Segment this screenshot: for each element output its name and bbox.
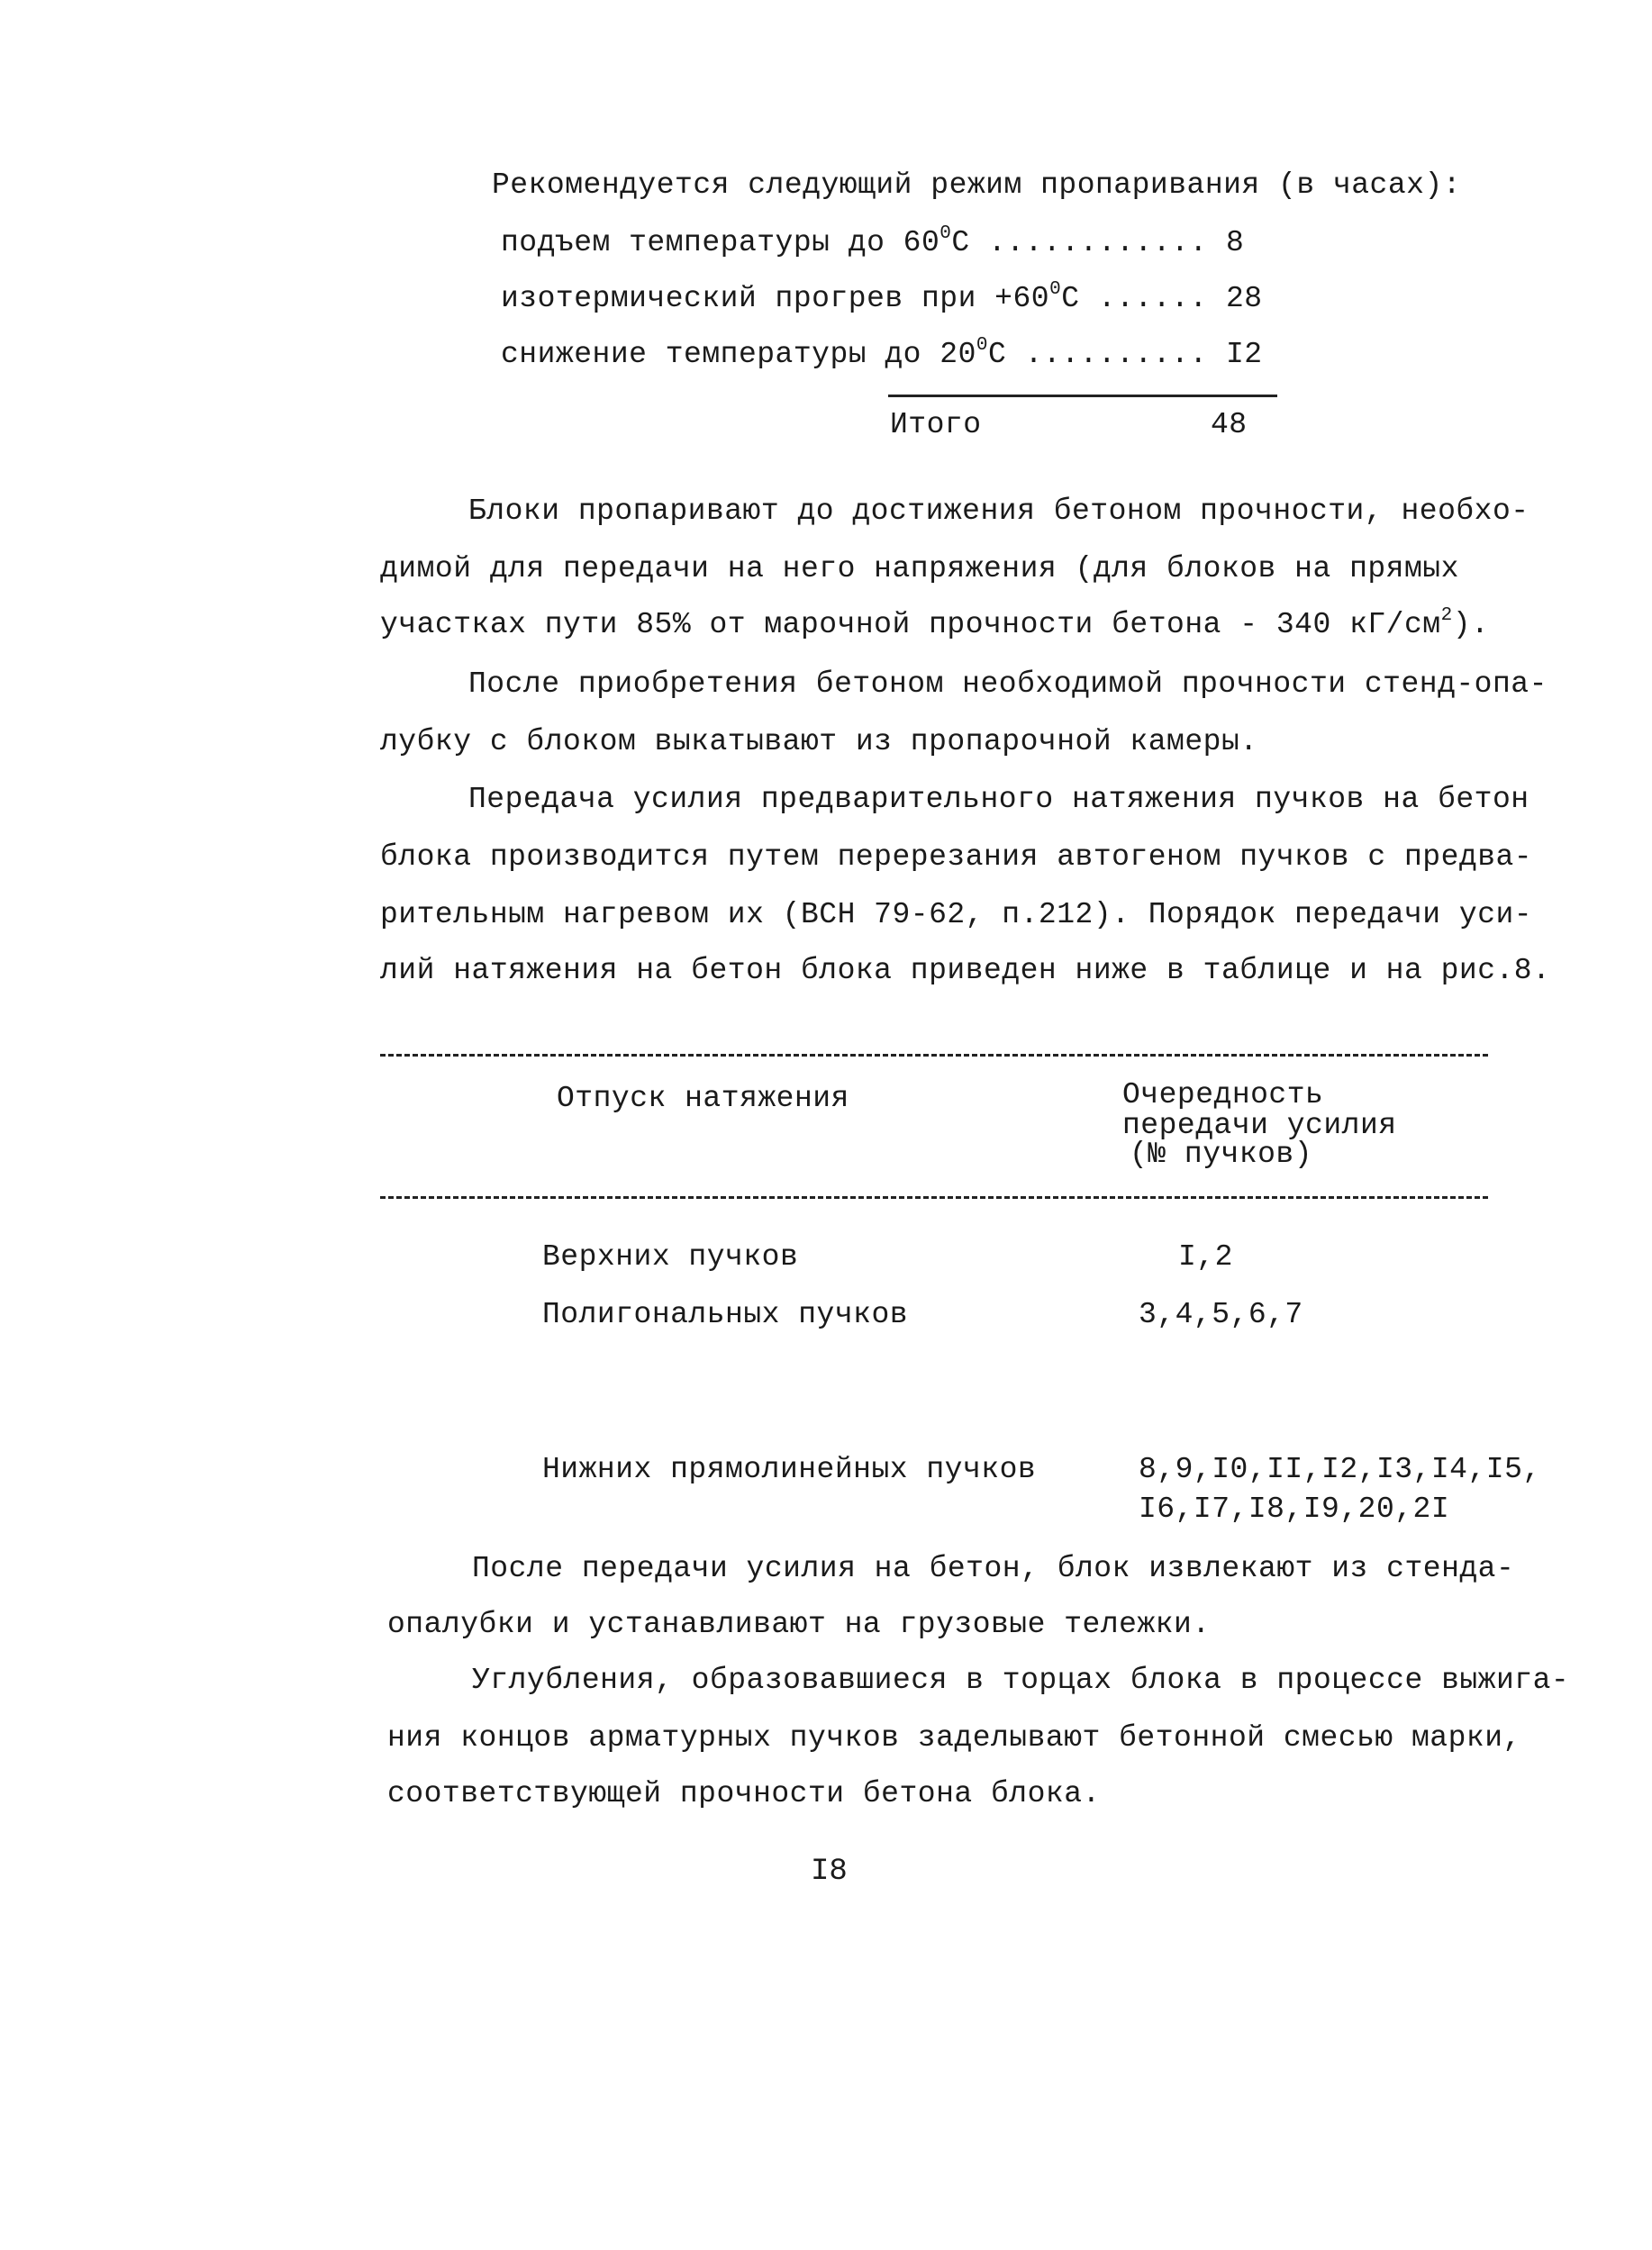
total-label: Итого <box>890 408 982 441</box>
regime-row-cooling <box>501 337 1263 373</box>
paragraph-3-line-3: рительным нагревом их (ВСН 79-62, п.212). Порядок передачи уси- <box>380 898 1533 931</box>
degree-sup: 0 <box>1049 279 1062 300</box>
squared-sup: 2 <box>1440 605 1453 626</box>
paragraph-3-line-1: Передача усилия предварительного натяжения пучков на бетон <box>468 783 1529 816</box>
paragraph-5-line-3: соответствующей прочности бетона блока. <box>387 1777 1101 1810</box>
table-header-col2-line3: (№ пучков) <box>1130 1138 1313 1171</box>
table-row-value: I,2 <box>1178 1240 1233 1274</box>
paragraph-2-line-1: После приобретения бетоном необходимой прочности стенд-опа- <box>468 667 1548 701</box>
paragraph-1-line-1: Блоки пропаривают до достижения бетоном прочности, необхо- <box>468 494 1529 528</box>
table-row-value-continued: I6,I7,I8,I9,20,2I <box>1139 1492 1450 1526</box>
table-header-col2-line2: передачи усилия <box>1122 1109 1397 1142</box>
regime-intro: Рекомендуется следующий режим пропаривания (в часах): <box>492 168 1462 202</box>
regime-row-heating <box>501 225 1244 261</box>
regime-row-rest: С ...... 28 <box>1061 282 1263 315</box>
table-header-rule <box>380 1196 1488 1199</box>
table-header-col2-line1: Очередность <box>1122 1078 1324 1111</box>
table-top-rule <box>380 1054 1488 1057</box>
table-row-label: Верхних пучков <box>542 1240 799 1274</box>
total-underline <box>888 395 1277 397</box>
regime-row-rest: С ............ 8 <box>951 226 1245 259</box>
paragraph-3-line-2: блока производится путем перерезания автогеном пучков с предва- <box>380 840 1533 874</box>
table-header-col1: Отпуск натяжения <box>557 1082 849 1115</box>
degree-sup: 0 <box>939 223 952 244</box>
degree-sup: 0 <box>976 335 988 356</box>
paragraph-4-line-2: опалубки и устанавливают на грузовые тележки. <box>387 1608 1211 1641</box>
paragraph-3-line-4: лий натяжения на бетон блока приведен ниже в таблице и на рис.8. <box>380 954 1551 987</box>
total-value: 48 <box>1211 408 1248 441</box>
paragraph-5-line-2: ния концов арматурных пучков заделывают бетонной смесью марки, <box>387 1721 1521 1755</box>
paragraph-4-line-1: После передачи усилия на бетон, блок извлекают из стенда- <box>472 1552 1515 1585</box>
regime-row-label: снижение температуры до 20 <box>501 338 976 371</box>
paragraph-1-line-2: димой для передачи на него напряжения (для блоков на прямых <box>380 552 1459 585</box>
paragraph-2-line-2: лубку с блоком выкатывают из пропарочной камеры. <box>380 725 1258 758</box>
paragraph-5-line-1: Углубления, образовавшиеся в торцах блока в процессе выжига- <box>472 1664 1570 1697</box>
regime-row-label: подъем температуры до 60 <box>501 226 940 259</box>
page-number: I8 <box>811 1855 848 1889</box>
table-row-label: Нижних прямолинейных пучков <box>542 1453 1037 1486</box>
regime-row-isothermal <box>501 281 1263 317</box>
table-row-label: Полигональных пучков <box>542 1298 909 1331</box>
table-row-value: 8,9,I0,II,I2,I3,I4,I5, <box>1139 1453 1541 1486</box>
paragraph-1-line-3: участках пути 85% от марочной прочности бетона - 340 $кГ/см^2$). <box>380 605 1490 641</box>
regime-row-label: изотермический прогрев при +60 <box>501 282 1050 315</box>
table-row-value: 3,4,5,6,7 <box>1139 1298 1303 1331</box>
regime-row-rest: С .......... I2 <box>988 338 1263 371</box>
